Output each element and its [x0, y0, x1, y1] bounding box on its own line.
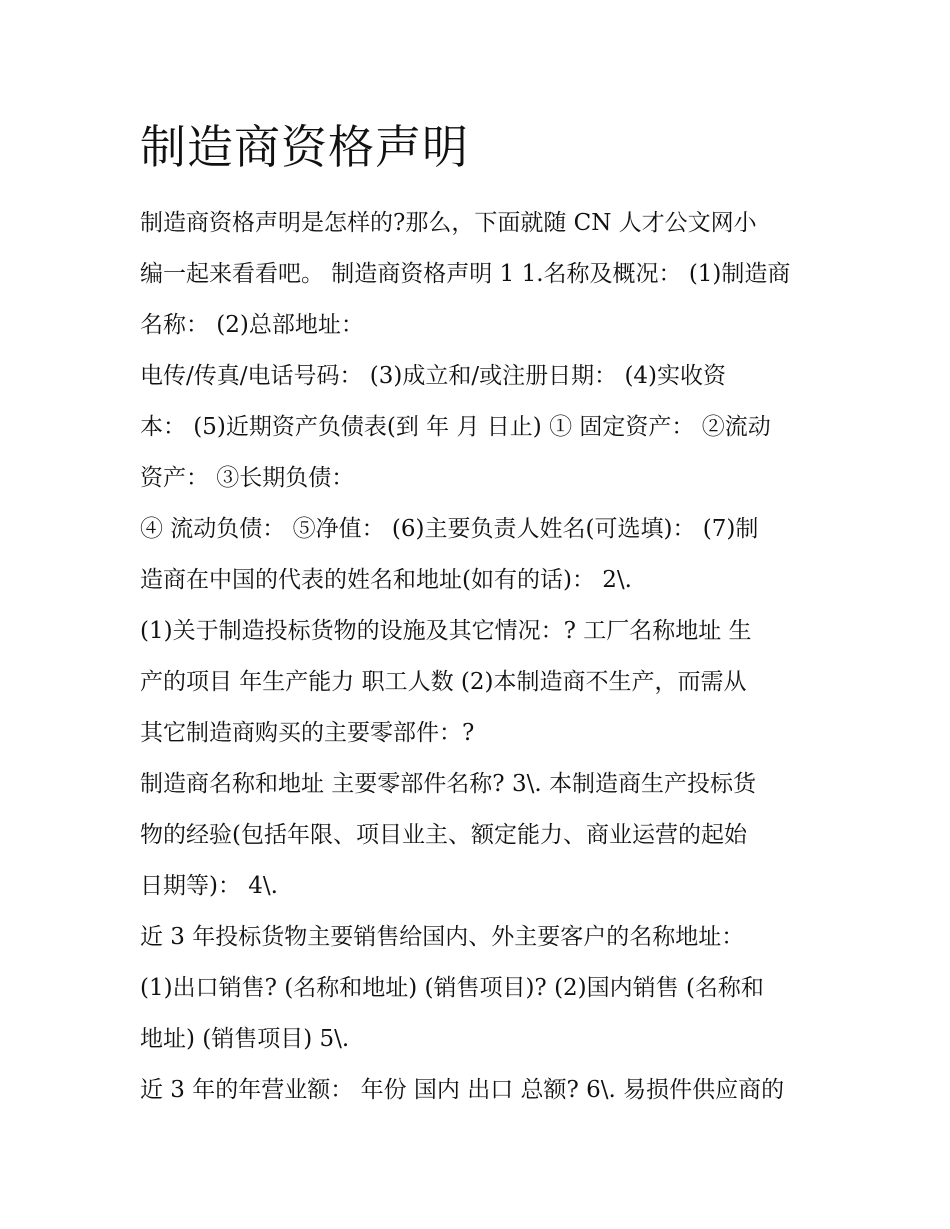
body-line: 近 3 年的年营业额： 年份 国内 出口 总额? 6\. 易损件供应商的 — [140, 1077, 785, 1103]
body-line: 名称： (2)总部地址： — [140, 312, 364, 338]
body-line: 编一起来看看吧。 制造商资格声明 1 1.名称及概况： (1)制造商 — [140, 261, 791, 287]
body-line: 制造商资格声明是怎样的?那么，下面就随 CN 人才公文网小 — [140, 210, 757, 236]
body-line: 日期等)： 4\. — [140, 873, 278, 899]
body-line: ④ 流动负债： ⑤净值： (6)主要负责人姓名(可选填)： (7)制 — [140, 516, 759, 542]
body-line: 资产： ③长期负债： — [140, 465, 355, 491]
document-body — [140, 198, 820, 1116]
body-line: 本： (5)近期资产负债表(到 年 月 日止) ① 固定资产： ②流动 — [140, 414, 771, 440]
body-line: 近 3 年投标货物主要销售给国内、外主要客户的名称地址： — [140, 924, 745, 950]
body-line: 造商在中国的代表的姓名和地址(如有的话)： 2\. — [140, 567, 632, 593]
body-line: (1)出口销售? (名称和地址) (销售项目)? (2)国内销售 (名称和 — [140, 975, 764, 1001]
body-line: 物的经验(包括年限、项目业主、额定能力、商业运营的起始 — [140, 822, 747, 848]
body-line: (1)关于制造投标货物的设施及其它情况：? 工厂名称地址 生 — [140, 618, 752, 644]
body-line: 电传/传真/电话号码： (3)成立和/或注册日期： (4)实收资 — [140, 363, 727, 389]
body-line: 其它制造商购买的主要零部件：? — [140, 720, 475, 746]
document-title: 制造商资格声明 — [140, 120, 469, 174]
body-line: 地址) (销售项目) 5\. — [140, 1026, 350, 1052]
body-line: 产的项目 年生产能力 职工人数 (2)本制造商不生产，而需从 — [140, 669, 747, 695]
body-line: 制造商名称和地址 主要零部件名称? 3\. 本制造商生产投标货 — [140, 771, 756, 797]
